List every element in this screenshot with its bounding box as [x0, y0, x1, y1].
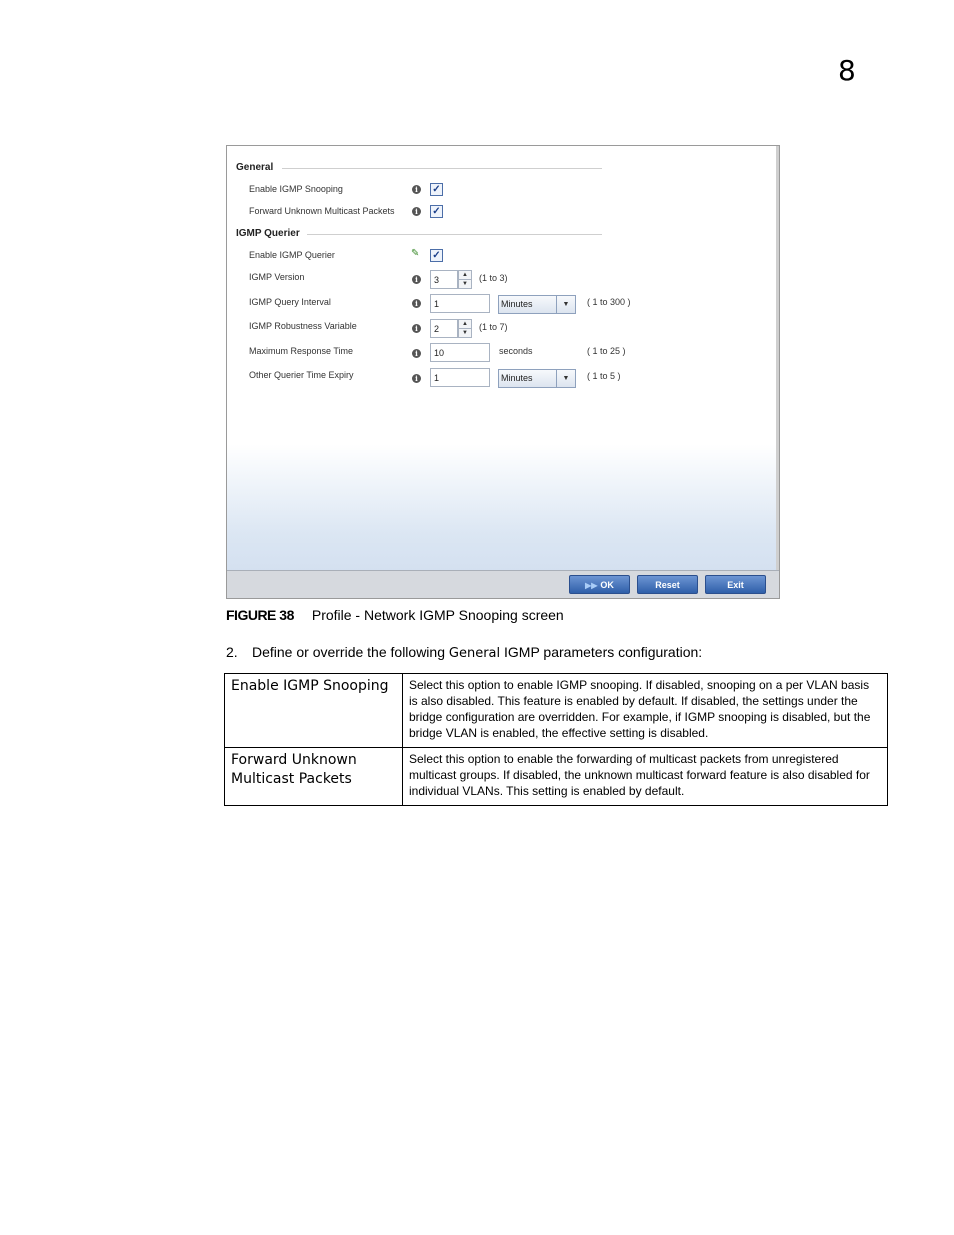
query-interval-range: ( 1 to 300 ) [587, 297, 631, 307]
ok-button[interactable] [569, 575, 630, 594]
info-icon: i [412, 299, 421, 308]
max-response-unit: seconds [499, 346, 533, 356]
general-divider [282, 168, 602, 169]
figure-number: FIGURE 38 [226, 607, 294, 623]
igmp-version-spinner[interactable] [458, 270, 472, 289]
reset-button[interactable]: Reset [637, 575, 698, 594]
param-description: Select this option to enable the forwarding of multicast packets from unregistered multicast groups. If disabled, the unknown multicast forward feature is also disabled for individual VLANs. This setting is enabled by default. [403, 748, 888, 806]
igmp-querier-section-title: IGMP Querier [236, 228, 300, 239]
button-bar [227, 570, 779, 598]
max-response-label: Maximum Response Time [249, 346, 354, 356]
spin-down-icon[interactable]: ▼ [459, 279, 471, 288]
robustness-range: (1 to 7) [479, 322, 508, 332]
exit-button[interactable]: Exit [705, 575, 766, 594]
figure-title: Profile - Network IGMP Snooping screen [311, 607, 564, 623]
max-response-range: ( 1 to 25 ) [587, 346, 626, 356]
other-querier-range: ( 1 to 5 ) [587, 371, 621, 381]
forward-unknown-multicast-checkbox[interactable]: ✓ [430, 205, 443, 218]
chevron-down-icon: ▼ [556, 296, 575, 313]
enable-igmp-querier-label: Enable IGMP Querier [249, 250, 335, 260]
info-icon: i [412, 374, 421, 383]
enable-igmp-snooping-label: Enable IGMP Snooping [249, 184, 343, 194]
step-text-before: Define or override the following [252, 644, 449, 660]
ok-button-label: OK [600, 580, 614, 590]
step-number: 2. [226, 644, 238, 660]
table-row [225, 674, 888, 748]
igmp-version-label: IGMP Version [249, 272, 305, 282]
robustness-label: IGMP Robustness Variable [249, 321, 357, 331]
frame-edge [776, 146, 779, 598]
info-icon: i [412, 275, 421, 284]
querier-divider [307, 234, 602, 235]
chevron-down-icon: ▼ [556, 370, 575, 387]
spin-down-icon[interactable]: ▼ [459, 328, 471, 337]
step-instruction [226, 644, 702, 661]
info-icon: i [412, 185, 421, 194]
pencil-icon: ✎ [411, 248, 420, 259]
enable-igmp-snooping-checkbox[interactable]: ✓ [430, 183, 443, 196]
enable-igmp-querier-checkbox[interactable]: ✓ [430, 249, 443, 262]
robustness-spinner[interactable] [458, 319, 472, 338]
chapter-number: 8 [838, 54, 856, 87]
other-querier-unit-select[interactable] [498, 369, 576, 388]
figure-caption [226, 607, 564, 623]
info-icon: i [412, 349, 421, 358]
igmp-snooping-screenshot [226, 145, 780, 599]
other-querier-input[interactable]: 1 [430, 368, 490, 387]
param-name: Enable IGMP Snooping [225, 674, 403, 748]
query-interval-label: IGMP Query Interval [249, 297, 331, 307]
forward-unknown-multicast-label: Forward Unknown Multicast Packets [249, 206, 395, 216]
query-interval-input[interactable]: 1 [430, 294, 490, 313]
parameter-table [224, 673, 888, 806]
other-querier-label: Other Querier Time Expiry [249, 370, 354, 380]
info-icon: i [412, 207, 421, 216]
spin-up-icon[interactable]: ▲ [462, 272, 468, 278]
param-name: Forward Unknown Multicast Packets [225, 748, 403, 806]
table-row [225, 748, 888, 806]
param-description: Select this option to enable IGMP snooping. If disabled, snooping on a per VLAN basis is also disabled. This feature is enabled by default. If disabled, the settings under the bridge configuration are overridden. For example, if IGMP snooping is disabled, but the bridge VLAN is enabled, the effective setting is disabled. [403, 674, 888, 748]
robustness-input[interactable]: 2 [430, 319, 458, 338]
step-text-bold: General [448, 646, 501, 661]
query-interval-unit-value: Minutes [501, 299, 533, 309]
spin-up-icon[interactable]: ▲ [462, 321, 468, 327]
other-querier-unit-value: Minutes [501, 373, 533, 383]
igmp-version-input[interactable]: 3 [430, 270, 458, 289]
igmp-version-range: (1 to 3) [479, 273, 508, 283]
query-interval-unit-select[interactable] [498, 295, 576, 314]
info-icon: i [412, 324, 421, 333]
step-text-after: IGMP parameters configuration: [500, 644, 703, 660]
ok-arrow-icon: ▶▶ [585, 581, 598, 590]
max-response-input[interactable]: 10 [430, 343, 490, 362]
general-section-title: General [236, 162, 274, 173]
